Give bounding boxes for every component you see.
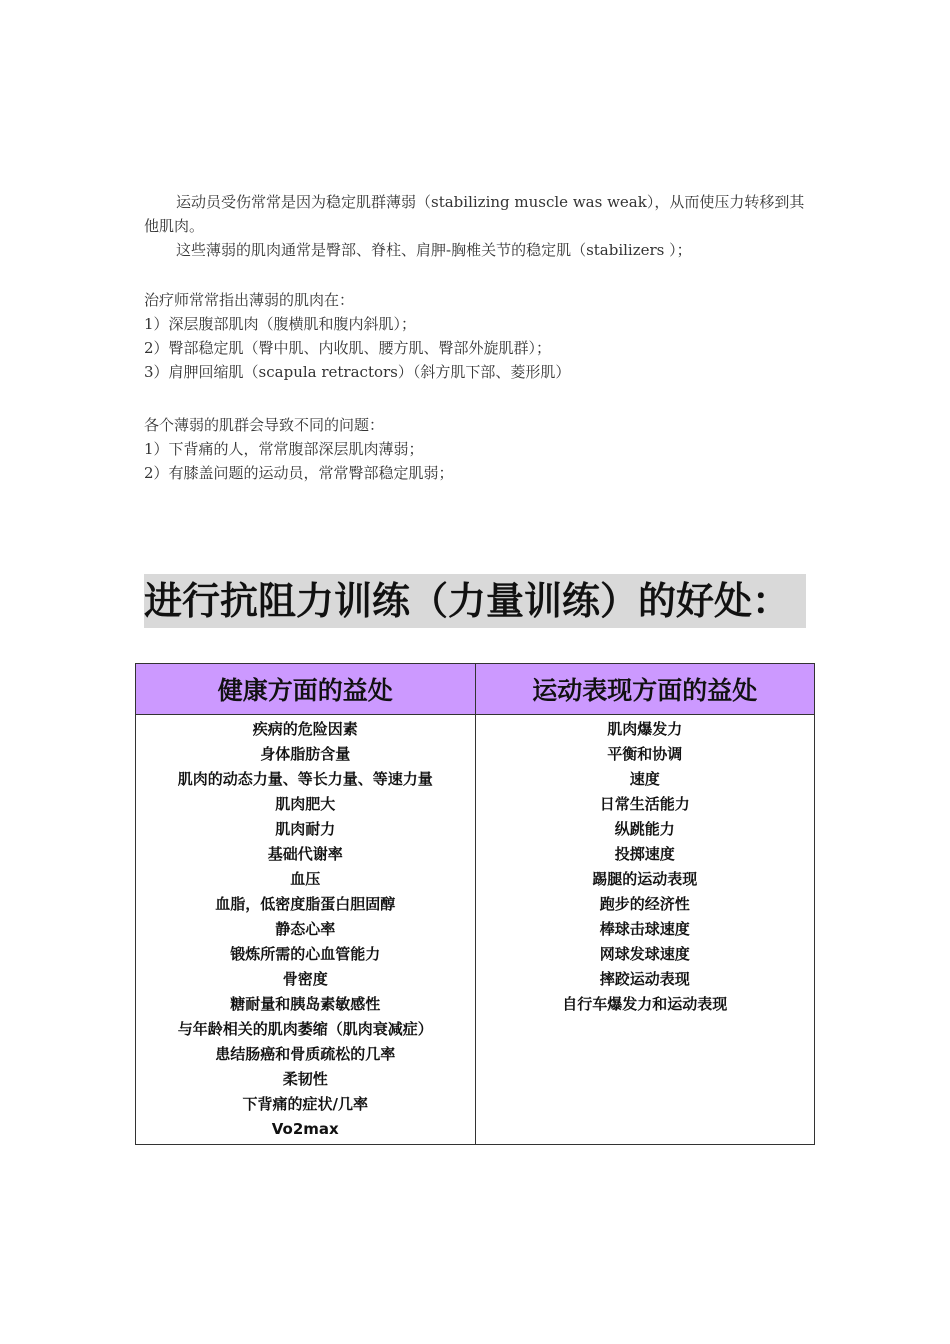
health-benefits-list [136,717,475,1142]
list-item: 基础代谢率 [267,845,343,863]
list-item: 身体脂肪含量 [260,745,351,763]
problems-section [144,413,814,485]
list-item: 摔跤运动表现 [599,970,690,988]
problems-lead: 各个薄弱的肌群会导致不同的问题： [144,416,385,434]
performance-benefits-list [476,717,815,1017]
list-item: 糖耐量和胰岛素敏感性 [230,995,381,1013]
list-item: 患结肠癌和骨质疏松的几率 [215,1045,396,1063]
therapist-section [144,288,814,384]
list-item: 疾病的危险因素 [252,720,358,738]
list-item: 肌肉肥大 [275,795,336,813]
list-item: Vo2max [271,1120,339,1138]
intro-paragraph: 运动员受伤常常是因为稳定肌群薄弱（stabilizing muscle was weak），从而使压力转移到其他肌肉。 [144,193,805,235]
list-item: 速度 [629,770,660,788]
list-item: 踢腿的运动表现 [592,870,698,888]
performance-benefits-header: 运动表现方面的益处 [475,664,815,715]
list-item: 跑步的经济性 [599,895,690,913]
problems-item: 2）有膝盖问题的运动员，常常臀部稳定肌弱； [144,464,454,482]
table-header-row [136,664,815,715]
list-item: 平衡和协调 [607,745,683,763]
list-item: 下背痛的症状/几率 [242,1095,368,1113]
intro-section [144,190,814,262]
problems-item: 1）下背痛的人，常常腹部深层肌肉薄弱； [144,440,424,458]
health-benefits-header: 健康方面的益处 [136,664,476,715]
list-item: 柔韧性 [282,1070,328,1088]
list-item: 肌肉耐力 [275,820,336,838]
therapist-lead: 治疗师常常指出薄弱的肌肉在： [144,291,355,309]
table-row [136,715,815,1145]
intro-paragraph: 这些薄弱的肌肉通常是臀部、脊柱、肩胛-胸椎关节的稳定肌（stabilizers ）； [176,241,692,259]
list-item: 锻炼所需的心血管能力 [230,945,381,963]
list-item: 日常生活能力 [599,795,690,813]
list-item: 静态心率 [275,920,336,938]
therapist-item: 3）肩胛回缩肌（scapula retractors）（斜方肌下部、菱形肌） [144,363,571,381]
health-benefits-cell [136,715,476,1145]
list-item: 肌肉爆发力 [607,720,683,738]
therapist-item: 1）深层腹部肌肉（腹横肌和腹内斜肌）； [144,315,417,333]
list-item: 网球发球速度 [599,945,690,963]
therapist-item: 2）臀部稳定肌（臀中肌、内收肌、腰方肌、臀部外旋肌群）； [144,339,552,357]
list-item: 棒球击球速度 [599,920,690,938]
benefits-table [135,663,815,1145]
list-item: 纵跳能力 [614,820,675,838]
list-item: 血压 [290,870,321,888]
list-item: 骨密度 [282,970,328,988]
list-item: 自行车爆发力和运动表现 [562,995,728,1013]
section-heading: 进行抗阻力训练（力量训练）的好处： [144,574,806,628]
list-item: 与年龄相关的肌肉萎缩（肌肉衰减症） [177,1020,433,1038]
performance-benefits-cell [475,715,815,1145]
list-item: 血脂，低密度脂蛋白胆固醇 [215,895,396,913]
list-item: 投掷速度 [614,845,675,863]
list-item: 肌肉的动态力量、等长力量、等速力量 [177,770,433,788]
